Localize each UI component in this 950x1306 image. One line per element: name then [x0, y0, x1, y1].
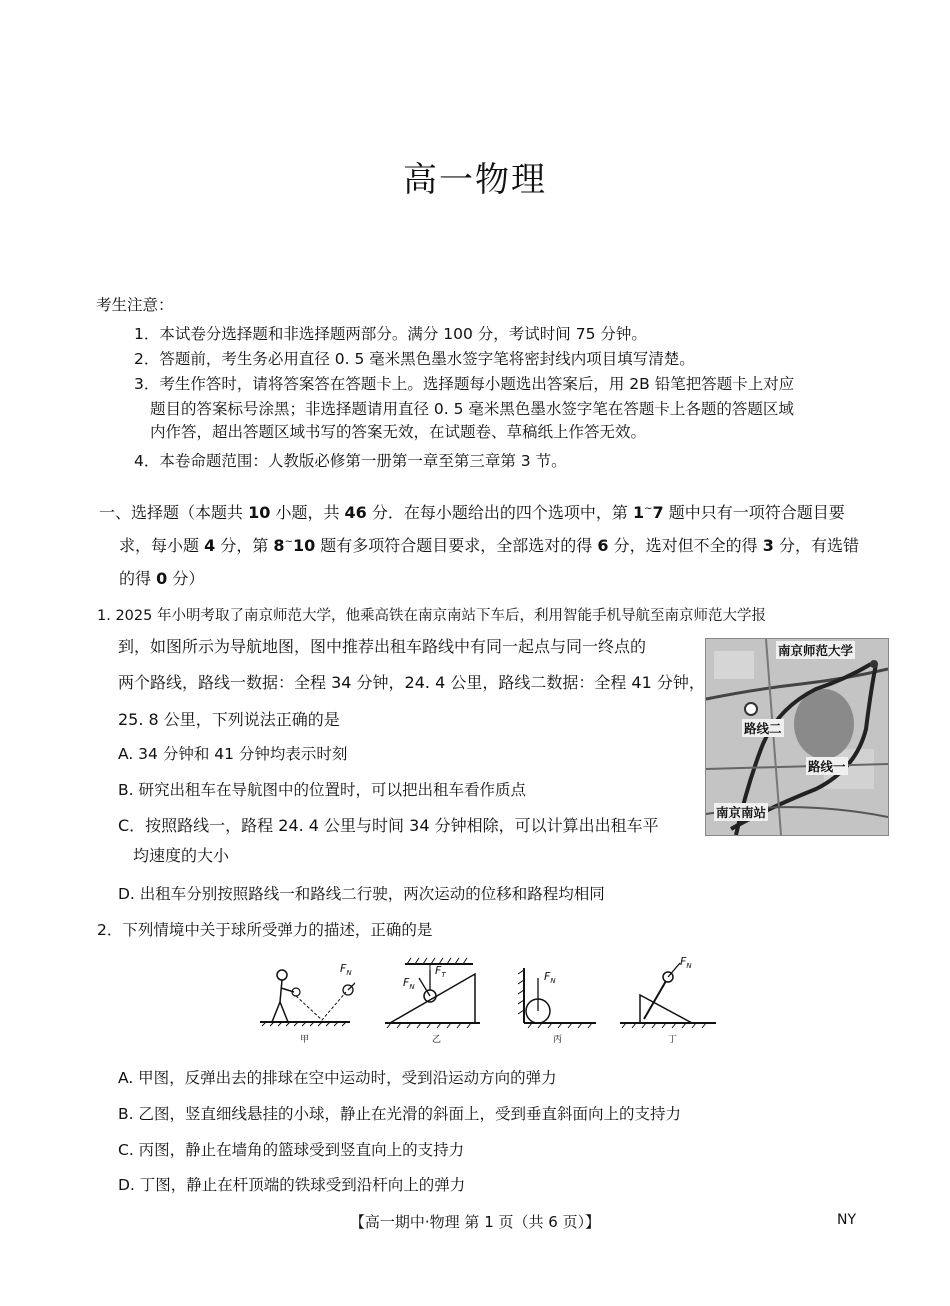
q1-stem-line4: 25. 8 公里，下列说法正确的是 [118, 710, 340, 729]
map-label-route2: 路线二 [744, 721, 782, 736]
q1-stem-line1: 1. 2025 年小明考取了南京师范大学，他乘高铁在南京南站下车后，利用智能手机导航至南京师范大学报 [97, 608, 766, 624]
q2-figure-ding [620, 955, 716, 1030]
fn-label-bing: $F_N$ [544, 970, 556, 986]
page-title: 高一物理 [403, 160, 547, 200]
notice-item-3-cont1: 题目的答案标号涂黑；非选择题请用直径 0. 5 毫米黑色墨水签字笔在答题卡上各题的答题区域 [150, 400, 794, 418]
notice-item-3-cont2: 内作答，超出答题区域书写的答案无效，在试题卷、草稿纸上作答无效。 [150, 423, 647, 441]
section-instructions-line1: 一、选择题（本题共 10 小题，共 46 分．在每小题给出的四个选项中，第 1~7 题中只有一项符合题目要 [99, 503, 845, 522]
q1-stem-line2: 到，如图所示为导航地图，图中推荐出租车路线中有同一起点与同一终点的 [118, 637, 647, 656]
footer-code: NY [837, 1212, 857, 1228]
page-footer: 【高一期中·物理 第 1 页（共 6 页）】 [349, 1213, 601, 1231]
q2-figure-bing [518, 964, 598, 1030]
q1-option-b: B. 研究出租车在导航图中的位置时，可以把出租车看作质点 [118, 781, 526, 799]
q1-stem-line3: 两个路线，路线一数据：全程 34 分钟，24. 4 公里，路线二数据：全程 41 分钟， [118, 673, 705, 692]
ft-label-yi: $F_T$ [435, 964, 446, 980]
ball-in-corner-graphic [518, 964, 598, 1030]
map-label-route1: 路线一 [808, 759, 846, 774]
q2-figure-yi [385, 956, 480, 1030]
map-label-university: 南京师范大学 [778, 643, 854, 658]
q1-option-d: D. 出租车分别按照路线一和路线二行驶，两次运动的位移和路程均相同 [118, 885, 605, 903]
notice-item-2: 2．答题前，考生务必用直径 0. 5 毫米黑色墨水签字笔将密封线内项目填写清楚。 [134, 350, 695, 368]
hanging-ball-incline-graphic [385, 956, 480, 1030]
q1-option-c-line1: C．按照路线一，路程 24. 4 公里与时间 34 分钟相除，可以计算出出租车平 [118, 816, 659, 835]
caption-ding: 丁 [668, 1035, 678, 1045]
q1-option-c-line2: 均速度的大小 [133, 846, 230, 865]
q2-option-d: D. 丁图，静止在杆顶端的铁球受到沿杆向上的弹力 [118, 1176, 466, 1194]
notice-item-4: 4．本卷命题范围：人教版必修第一册第一章至第三章第 3 节。 [134, 452, 567, 470]
q2-option-c: C. 丙图，静止在墙角的篮球受到竖直向上的支持力 [118, 1141, 465, 1159]
q2-option-b: B. 乙图，竖直细线悬挂的小球，静止在光滑的斜面上，受到垂直斜面向上的支持力 [118, 1105, 681, 1123]
notice-heading: 考生注意： [96, 296, 174, 314]
q2-option-a: A. 甲图，反弹出去的排球在空中运动时，受到沿运动方向的弹力 [118, 1069, 557, 1087]
map-label-station: 南京南站 [716, 805, 767, 820]
q2-figure-jia [260, 960, 355, 1030]
section-instructions-line2: 求，每小题 4 分，第 8~10 题有多项符合题目要求，全部选对的得 6 分，选对但不全的得 3 分，有选错 [119, 536, 859, 555]
fn-label-jia: $F_N$ [340, 962, 352, 978]
caption-yi: 乙 [432, 1035, 442, 1045]
ball-on-rod-graphic [620, 955, 716, 1030]
section-instructions-line3: 的得 0 分） [119, 569, 205, 588]
fn-label-ding: $F_N$ [680, 955, 692, 971]
q2-stem: 2．下列情境中关于球所受弹力的描述，正确的是 [97, 921, 433, 939]
notice-item-1: 1．本试卷分选择题和非选择题两部分。满分 100 分，考试时间 75 分钟。 [134, 325, 647, 343]
caption-bing: 丙 [553, 1035, 563, 1045]
notice-item-3: 3．考生作答时，请将答案答在答题卡上。选择题每小题选出答案后，用 2B 铅笔把答题卡上对应 [134, 375, 795, 393]
fn-label-yi: $F_N$ [403, 976, 415, 992]
q1-option-a: A. 34 分钟和 41 分钟均表示时刻 [118, 745, 348, 763]
navigation-map [705, 638, 889, 836]
caption-jia: 甲 [300, 1035, 310, 1045]
